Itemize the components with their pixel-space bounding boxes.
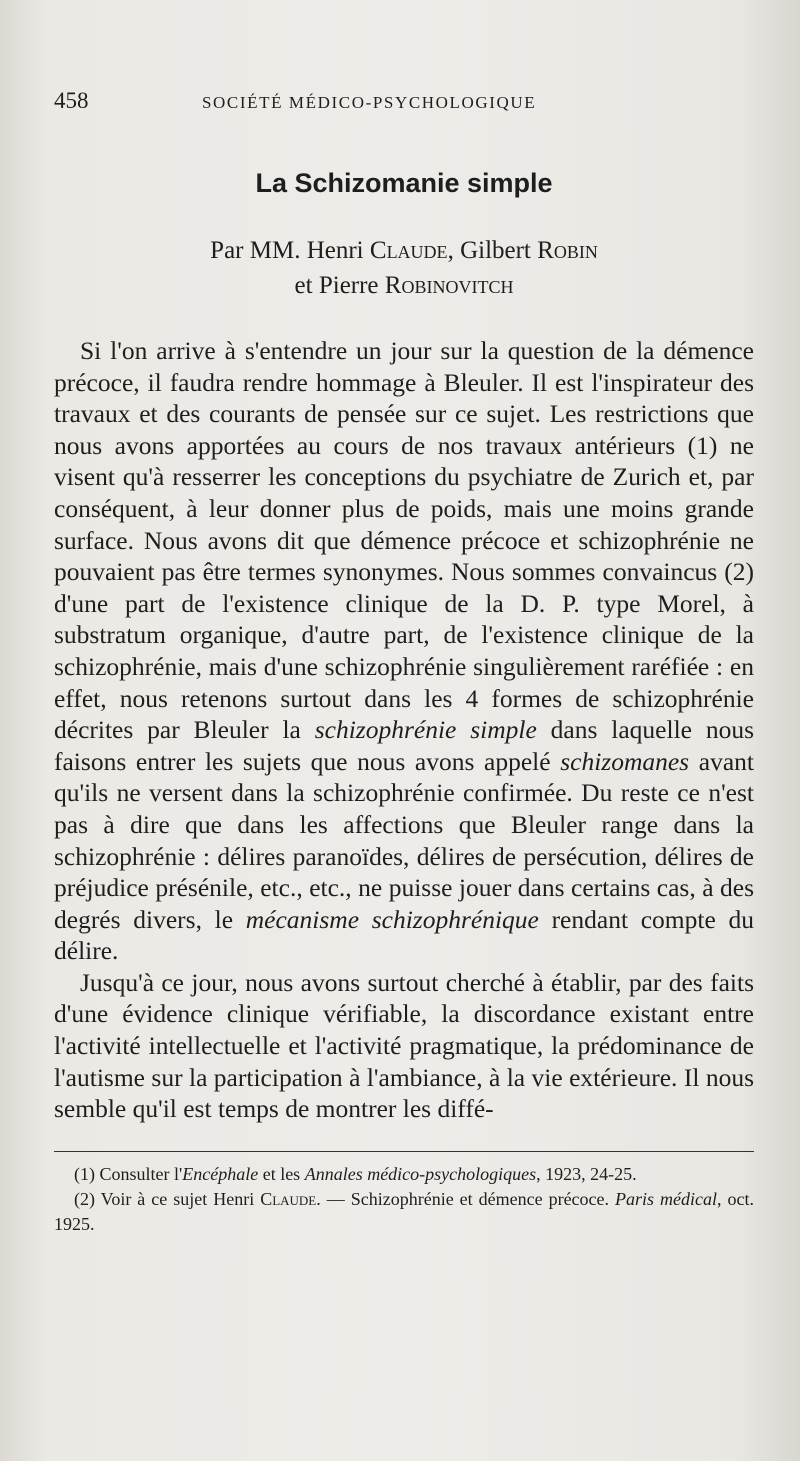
- emphasis-schizomanes: schizomanes: [560, 746, 690, 776]
- byline-line2-prefix: et Pierre: [294, 272, 385, 299]
- body-paragraph-2: Jusqu'à ce jour, nous avons surtout cherché à établir, par des faits d'une évidence clinique vérifiable, la discordance existant entre l'activité intellectuelle et l'activité pragmatique, la prédominance de l'autisme sur la participation à l'ambiance, à la vie extérieure. Il nous semble qu'il est temps de montrer les diffé-: [54, 967, 754, 1124]
- author-robinovitch: Robinovitch: [384, 272, 514, 299]
- footnote-2-paris-medical: Paris médical: [615, 1188, 717, 1209]
- author-line-1: [54, 233, 754, 268]
- footnote-divider: [54, 1151, 754, 1152]
- paragraph-1-text-a: Si l'on arrive à s'entendre un jour sur la question de la démence précoce, il faudra rendre hommage à Bleuler. Il est l'inspirateur des travaux et des courants de pensée sur ce sujet. Les restrictions que nous avons apportées au cours de nos travaux antérieurs (1) ne visent qu'à resserrer les conceptions du psychiatre de Zurich et, par conséquent, à leur donner plus de poids, mais une moins grande surface. Nous avons dit que démence précoce et schizophrénie ne pouvaient pas être termes synonymes. Nous sommes convaincus (2) d'une part de l'existence clinique de la D. P. type Morel, à substratum organique, d'autre part, de l'existence clinique de la schizophrénie, mais d'une schizophrénie singulièrement raréfiée : en effet, nous retenons surtout dans les 4 formes de schizophrénie décrites par Bleuler la: [54, 336, 754, 745]
- paragraph-1-text-d: rendant compte du délire.: [54, 904, 754, 966]
- footnote-1-encephale: Encéphale: [182, 1163, 259, 1184]
- author-robin: Robin: [537, 237, 598, 264]
- author-claude: Claude: [369, 237, 448, 264]
- footnote-1-text-b: et les: [258, 1163, 305, 1184]
- footnote-1: [54, 1162, 754, 1187]
- body-paragraph-1: [54, 335, 754, 967]
- byline-separator: , Gilbert: [447, 237, 538, 264]
- running-head: [54, 88, 754, 118]
- footnote-2-text-a: (2) Voir à ce sujet Henri: [74, 1188, 261, 1209]
- footnote-1-text-c: , 1923, 24-25.: [536, 1163, 637, 1184]
- author-byline: [54, 233, 754, 303]
- emphasis-mecanisme: mécanisme schizophrénique: [245, 904, 539, 934]
- page-number: 458: [54, 88, 89, 113]
- footnote-2: [54, 1187, 754, 1237]
- article-body: [54, 335, 754, 1125]
- byline-prefix: Par MM. Henri: [210, 237, 370, 264]
- paragraph-1-text-c: avant qu'ils ne versent dans la schizophrénie confirmée. Du reste ce n'est pas à dire que dans les affections que Bleuler range dans la schizophrénie : délires paranoïdes, délires de persécution, délires de préjudice présénile, etc., etc., ne puisse jouer dans certains cas, à des degrés divers, le: [54, 746, 754, 934]
- footnote-1-annales: Annales médico-psychologiques: [304, 1163, 537, 1184]
- footnote-2-claude: Claude: [260, 1188, 317, 1209]
- article-title: La Schizomanie simple: [255, 168, 553, 198]
- journal-title: SOCIÉTÉ MÉDICO-PSYCHOLOGIQUE: [202, 93, 537, 112]
- footnotes: [54, 1162, 754, 1237]
- footnote-2-text-c: , oct. 1925.: [54, 1188, 754, 1234]
- paragraph-1-text-b: dans laquelle nous faisons entrer les sujets que nous avons appelé: [54, 715, 754, 776]
- footnote-2-text-b: . — Schizophrénie et démence précoce.: [316, 1188, 616, 1209]
- emphasis-schizophrenie-simple: schizophrénie simple: [314, 715, 537, 745]
- author-line-2: [54, 268, 754, 303]
- footnote-1-text-a: (1) Consulter l': [74, 1163, 183, 1184]
